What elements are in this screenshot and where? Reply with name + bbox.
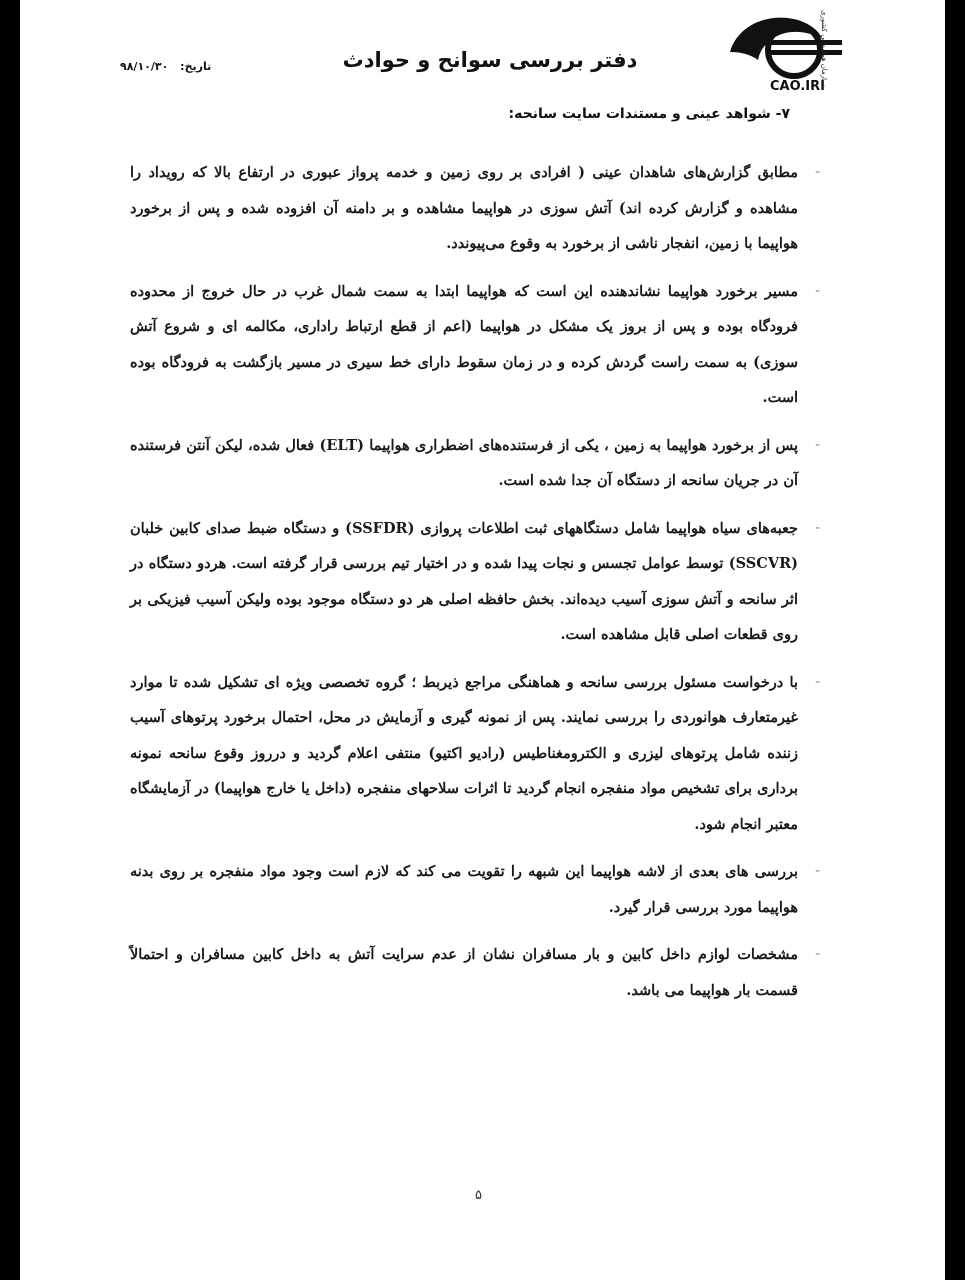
paragraph-text: مسیر برخورد هواپیما نشاندهنده این است که هواپیما ابتدا به سمت شمال غرب در حال خروج از محدوده فرودگاه بوده و پس از بروز یک مشکل در هواپیما (اعم از قطع ارتباط راداری، مکالمه ای و شروع آتش سوزی) به سمت راست گردش کرده و در زمان سقوط دارای خط سیری در مسیر بازگشت به فرودگاه بوده است. (130, 282, 798, 406)
paragraph-text: جعبه‌های سیاه هواپیما شامل دستگاههای ثبت اطلاعات پروازی (SSFDR) و دستگاه ضبط صدای کابین خلبان (SSCVR) توسط عوامل تجسس و نجات پیدا شده و در اختیار تیم بررسی قرار گرفته است. هردو دستگاه در اثر سانحه و آتش سوزی آسیب دیده‌اند. بخش حافظه اصلی هر دو دستگاه موجود بوده ولیکن آسیب فیزیکی بر روی قطعات اصلی قابل مشاهده است. (130, 519, 799, 643)
paragraph-text: مشخصات لوازم داخل کابین و بار مسافران نشان از عدم سرایت آتش به داخل کابین مسافران و احتمالاً قسمت بار هواپیما می باشد. (130, 946, 798, 999)
document-page (20, 0, 945, 1280)
logo-text: CAO.IRI (770, 79, 825, 94)
bullet: - (815, 946, 820, 962)
page-number: ۵ (475, 1188, 482, 1203)
list-item (130, 937, 820, 1008)
list-item (130, 665, 820, 843)
list-item (130, 428, 820, 499)
bullet: - (815, 436, 820, 453)
section-heading: ۷- شواهد عینی و مستندات سایت سانحه: (508, 106, 790, 122)
bullet: - (815, 164, 820, 180)
list-item (130, 511, 820, 653)
bullet: - (815, 863, 820, 879)
paragraph-text: مطابق گزارش‌های شاهدان عینی ( افرادی بر روی زمین و خدمه پرواز عبوری در ارتفاع بالا که رویداد را مشاهده و گزارش کرده اند) آتش سوزی در هواپیما مشاهده و بر دامنه آن افزوده شده و پس از برخورد هواپیما با زمین، انفجار ناشی از برخورد به وقوع می‌پیوندد. (130, 164, 798, 252)
paragraph-text: پس از برخورد هواپیما به زمین ، یکی از فرستنده‌های اضطراری هواپیما (ELT) فعال شده، لیکن آنتن فرستنده آن در جریان سانحه از دستگاه آن جدا شده است. (130, 436, 798, 489)
paragraph-text: بررسی های بعدی از لاشه هواپیما این شبهه را تقویت می کند که لازم است وجود مواد منفجره بر روی بدنه هواپیما مورد بررسی قرار گیرد. (130, 863, 798, 916)
page-title: دفتر بررسی سوانح و حوادث (342, 48, 638, 72)
date-value: ۹۸/۱۰/۳۰ (120, 60, 169, 73)
date-label: تاریخ: (180, 60, 212, 73)
paragraph-text: با درخواست مسئول بررسی سانحه و هماهنگی مراجع ذیربط ؛ گروه تخصصی ویژه ای تشکیل شده تا موارد غیرمتعارف هوانوردی را بررسی نمایند. پس از نمونه گیری و آزمایش در محل، احتمال برخورد پرتوهای آسیب زننده شامل پرتوهای لیزری و الکترومغناطیس (رادیو اکتیو) منتفی اعلام گردید و درروز وقوع سانحه نمونه برداری برای تشخیص مواد منفجره انجام گردید تا اثرات سلاحهای منفجره (داخل یا خارج هواپیما) در آزمایشگاه معتبر انجام شود. (130, 673, 798, 833)
logo-caption: سازمان هواپیمایی کشوری (820, 10, 828, 87)
bullet: - (815, 282, 820, 299)
bullet: - (815, 519, 820, 536)
document-body (130, 155, 820, 1020)
list-item (130, 854, 820, 925)
list-item (130, 155, 820, 262)
list-item (130, 274, 820, 416)
document-date (120, 60, 211, 73)
bullet: - (815, 673, 820, 690)
